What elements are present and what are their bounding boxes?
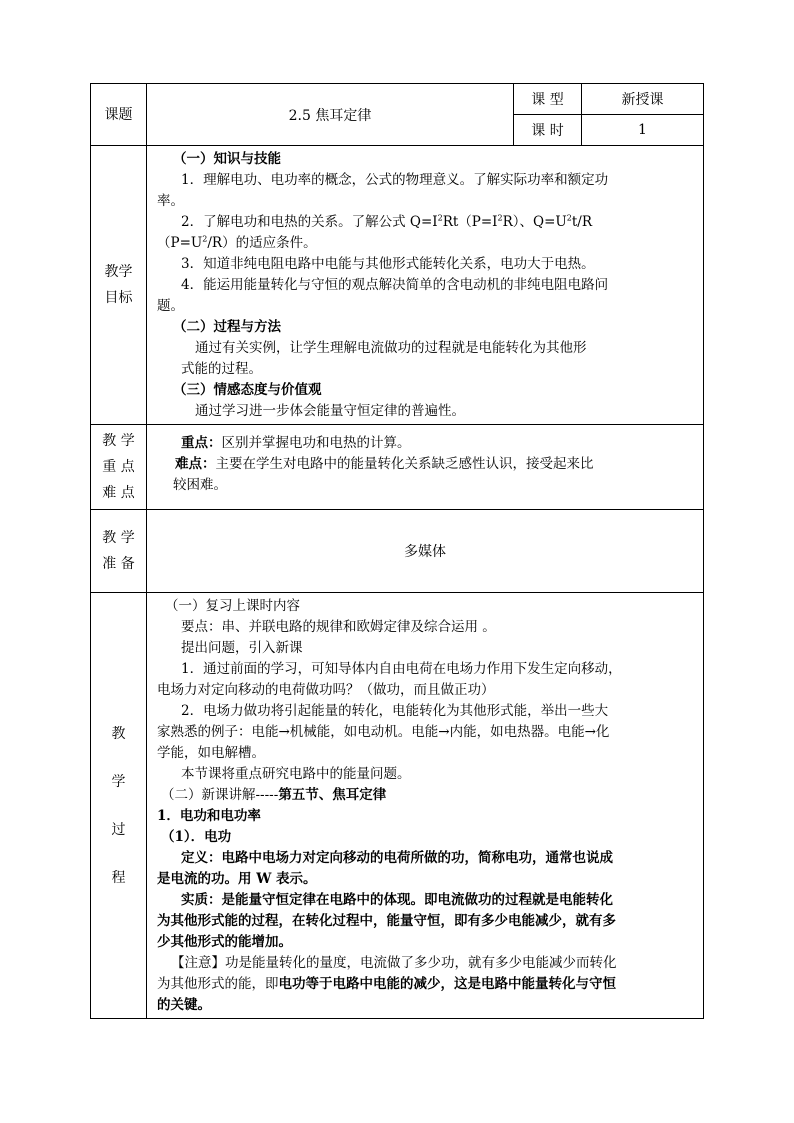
process-line: 【注意】功是能量转化的量度，电流做了多少功，就有多少电能减少而转化 bbox=[171, 955, 617, 971]
keypoints-content bbox=[147, 425, 704, 510]
process-line: 1．通过前面的学习，可知导体内自由电荷在电场力作用下发生定向移动， bbox=[181, 661, 622, 677]
header-row-1 bbox=[91, 84, 704, 115]
hours-value: 1 bbox=[582, 115, 704, 146]
superscript: 2 bbox=[437, 213, 443, 223]
process-label-gap bbox=[91, 844, 146, 854]
process-content bbox=[147, 593, 704, 1019]
topic-label: 课题 bbox=[91, 84, 147, 146]
process-line: 实质：是能量守恒定律在电路中的体现。即电流做功的过程就是电能转化 bbox=[181, 892, 613, 908]
process-line: （一）复习上课时内容 bbox=[165, 598, 300, 614]
key-point-label: 重点： bbox=[181, 435, 222, 451]
formula-part: /R）的适应条件。 bbox=[207, 235, 317, 251]
objectives-line: 通过有关实例，让学生理解电流做功的过程就是电能转化为其他形 bbox=[195, 340, 587, 356]
process-label-gap bbox=[91, 806, 146, 816]
objectives-content bbox=[147, 146, 704, 425]
process-section-title: 第五节、焦耳定律 bbox=[278, 787, 387, 803]
prep-value: 多媒体 bbox=[147, 510, 704, 593]
process-label bbox=[91, 593, 147, 1019]
key-point-text: 区别并掌握电功和电热的计算。 bbox=[221, 435, 411, 451]
lesson-title: 2.5 焦耳定律 bbox=[147, 84, 514, 146]
hours-label: 课 时 bbox=[514, 115, 582, 146]
objectives-label-line2: 目标 bbox=[104, 290, 133, 306]
process-text-bold: 电功等于电路中电能的减少，这是电路中能量转化与守恒 bbox=[278, 976, 616, 992]
formula-part: （P=U bbox=[157, 235, 203, 251]
process-line: 家熟悉的例子：电能→机械能，如电动机。电能→内能，如电热器。电能→化 bbox=[157, 724, 610, 740]
process-line: 要点：串、并联电路的规律和欧姆定律及综合运用 。 bbox=[181, 619, 496, 635]
process-label-line3: 过 bbox=[111, 821, 126, 838]
formula-part: R）、Q=U bbox=[502, 214, 567, 230]
process-line: 提出问题，引入新课 bbox=[181, 640, 303, 656]
difficulty-line-2: 较困难。 bbox=[173, 477, 227, 493]
process-line: 是电流的功。用 W 表示。 bbox=[157, 871, 317, 887]
objectives-line: 3．知道非纯电阻电路中电能与其他形式能转化关系，电功大于电热。 bbox=[181, 256, 595, 272]
process-line: 为其他形式能的过程，在转化过程中，能量守恒，即有多少电能减少，就有多 bbox=[157, 913, 616, 929]
superscript: 2 bbox=[497, 213, 503, 223]
objectives-formula-line bbox=[155, 233, 697, 254]
process-text: 为其他形式的能，即 bbox=[157, 976, 279, 992]
superscript: 2 bbox=[202, 234, 208, 244]
lesson-plan-sheet bbox=[90, 83, 703, 1019]
process-label-gap bbox=[91, 758, 146, 768]
process-line bbox=[155, 785, 697, 806]
process-line: 电场力对定向移动的电荷做功吗？（做功，而且做正功） bbox=[157, 682, 495, 698]
process-label-gap bbox=[91, 796, 146, 806]
objectives-line: 题。 bbox=[157, 298, 184, 314]
process-label-line1: 教 bbox=[111, 725, 126, 742]
process-row bbox=[91, 593, 704, 1019]
keypoints-row bbox=[91, 425, 704, 510]
keypoints-label bbox=[91, 425, 147, 510]
type-label: 课 型 bbox=[514, 84, 582, 115]
process-line bbox=[155, 974, 697, 995]
process-heading: 1．电功和电功率 bbox=[157, 808, 261, 824]
type-value: 新授课 bbox=[582, 84, 704, 115]
difficulty-label: 难点： bbox=[175, 456, 216, 472]
lesson-plan-table bbox=[90, 83, 704, 1019]
process-line: 的关键。 bbox=[157, 997, 211, 1013]
process-label-line4: 程 bbox=[111, 869, 126, 886]
difficulty-text: 主要在学生对电路中的能量转化关系缺乏感性认识，接受起来比 bbox=[215, 456, 594, 472]
objectives-line: 4．能运用能量转化与守恒的观点解决简单的含电动机的非纯电阻电路问 bbox=[181, 277, 609, 293]
key-point-line bbox=[155, 433, 697, 454]
objectives-heading-attitude: （三）情感态度与价值观 bbox=[173, 382, 322, 398]
formula-part: Rt（P=I bbox=[442, 214, 498, 230]
objectives-label bbox=[91, 146, 147, 425]
process-label-gap bbox=[91, 854, 146, 864]
superscript: 2 bbox=[566, 213, 572, 223]
process-label-gap bbox=[91, 748, 146, 758]
process-line: 2．电场力做功将引起能量的转化，电能转化为其他形式能，举出一些大 bbox=[181, 703, 609, 719]
objectives-line: 1．理解电功、电功率的概念，公式的物理意义。了解实际功率和额定功 bbox=[181, 172, 609, 188]
process-line: 少其他形式的能增加。 bbox=[157, 934, 292, 950]
difficulty-line bbox=[155, 454, 697, 475]
process-label-line2: 学 bbox=[111, 773, 126, 790]
objectives-line: 式能的过程。 bbox=[181, 361, 262, 377]
objectives-line: 通过学习进一步体会能量守恒定律的普遍性。 bbox=[195, 403, 465, 419]
objectives-formula-line bbox=[155, 212, 697, 233]
objectives-heading-process: （二）过程与方法 bbox=[173, 319, 281, 335]
process-line: 本节课将重点研究电路中的能量问题。 bbox=[181, 766, 411, 782]
objectives-label-line1: 教学 bbox=[104, 264, 133, 280]
process-line: 定义：电路中电场力对定向移动的电荷所做的功，简称电功，通常也说成 bbox=[181, 850, 613, 866]
objectives-heading-knowledge: （一）知识与技能 bbox=[173, 151, 281, 167]
keypoints-label-line3: 难 点 bbox=[102, 485, 135, 501]
prep-label-line1: 教 学 bbox=[102, 530, 135, 546]
prep-label-line2: 准 备 bbox=[102, 556, 135, 572]
process-subheading: （1）．电功 bbox=[161, 829, 232, 845]
objectives-line: 率。 bbox=[157, 193, 184, 209]
formula-part: t/R bbox=[571, 214, 593, 230]
objectives-row bbox=[91, 146, 704, 425]
process-line: 学能，如电解槽。 bbox=[157, 745, 265, 761]
prep-row bbox=[91, 510, 704, 593]
process-section-prefix: （二）新课讲解----- bbox=[161, 787, 279, 803]
keypoints-label-line2: 重 点 bbox=[102, 459, 135, 475]
formula-part: 2．了解电功和电热的关系。了解公式 Q=I bbox=[181, 214, 438, 230]
keypoints-label-line1: 教 学 bbox=[102, 433, 135, 449]
prep-label bbox=[91, 510, 147, 593]
